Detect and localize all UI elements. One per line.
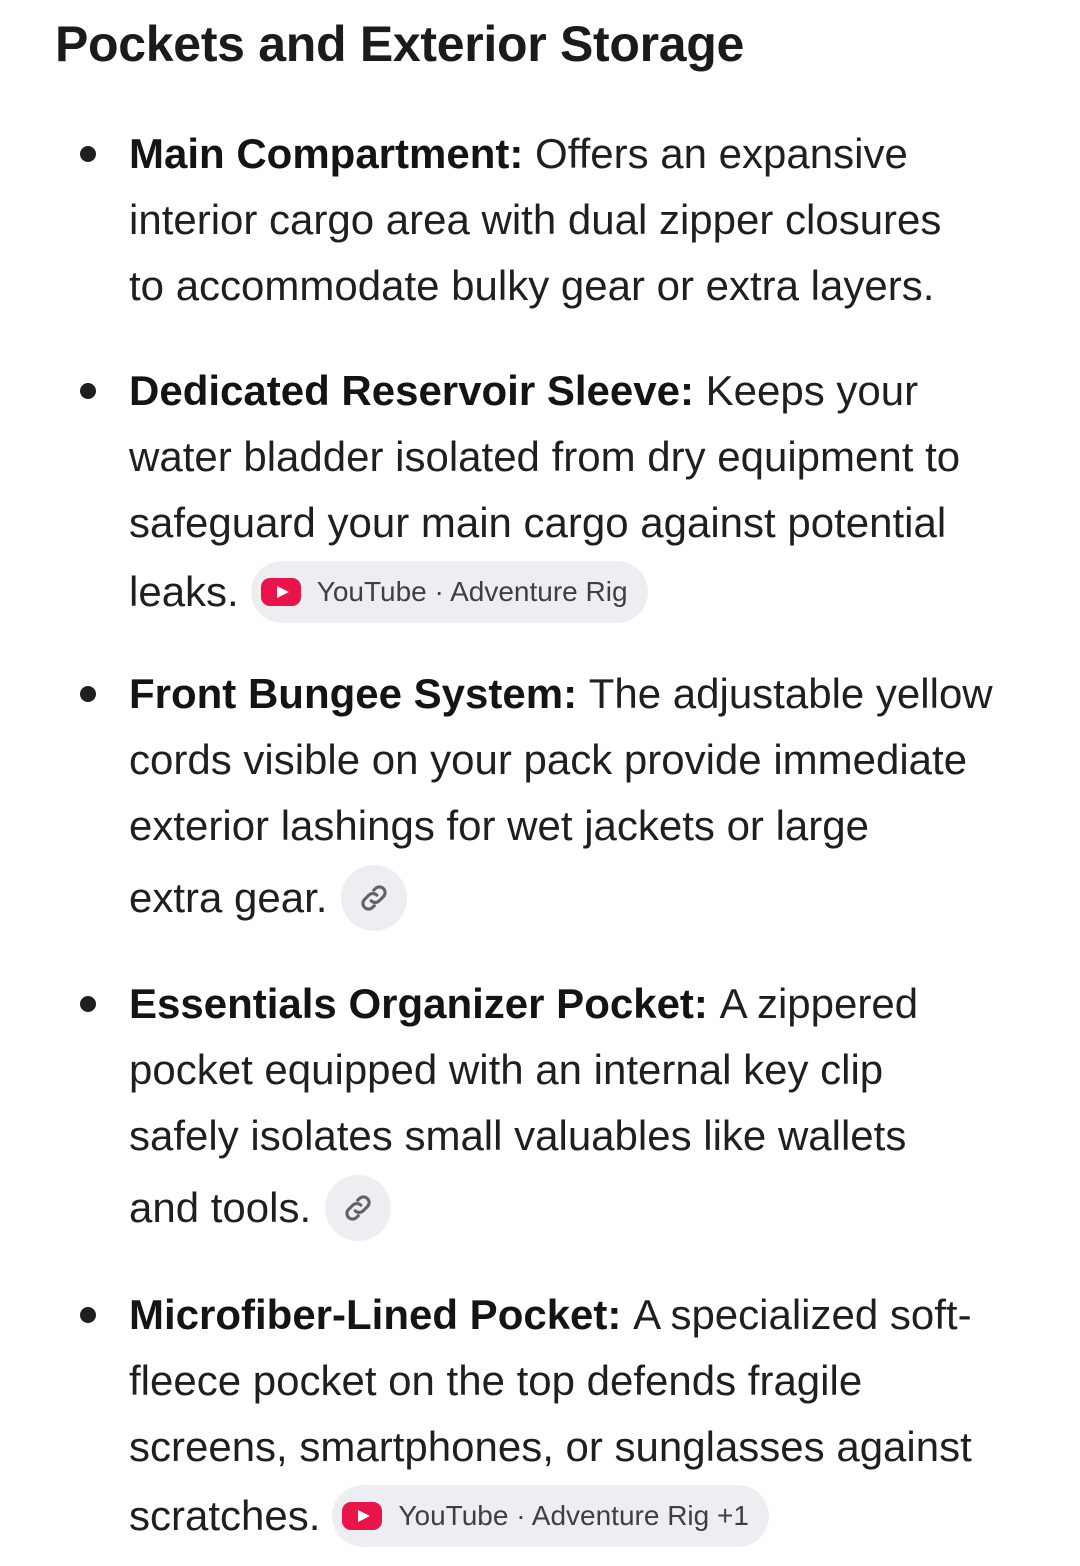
- item-text-line: fleece pocket on the top defends fragile: [129, 1357, 863, 1404]
- item-text-line: exterior lashings for wet jackets or large: [129, 802, 869, 849]
- item-text-line: [129, 1485, 769, 1547]
- item-text-line: to accommodate bulky gear or extra layers.: [129, 262, 935, 309]
- item-term: Front Bungee System:: [129, 670, 578, 717]
- youtube-icon: [342, 1502, 382, 1530]
- item-text-line: [129, 126, 908, 182]
- item-term: Main Compartment:: [129, 130, 524, 177]
- item-text: and tools.: [129, 1184, 312, 1231]
- item-text: The adjustable yellow: [588, 670, 993, 717]
- item-text: leaks.: [129, 568, 239, 615]
- item-text-line: safeguard your main cargo against potential: [129, 499, 947, 546]
- item-text: scratches.: [129, 1492, 321, 1539]
- item-term: Microfiber-Lined Pocket:: [129, 1291, 622, 1338]
- link-icon: [341, 1191, 375, 1225]
- item-text-line: safely isolates small valuables like wallets: [129, 1112, 907, 1159]
- source-link-button[interactable]: [325, 1175, 391, 1241]
- item-text-line: [129, 666, 993, 722]
- item-text: A specialized soft-: [633, 1291, 972, 1338]
- bullet: [80, 383, 96, 399]
- youtube-icon: [261, 578, 301, 606]
- source-chip-youtube[interactable]: [332, 1485, 769, 1547]
- item-term: Essentials Organizer Pocket:: [129, 980, 708, 1027]
- bullet: [80, 146, 96, 162]
- item-text-line: interior cargo area with dual zipper closures: [129, 196, 942, 243]
- bullet: [80, 1307, 96, 1323]
- source-chip-label: YouTube · Adventure Rig: [316, 576, 628, 607]
- section-title: Pockets and Exterior Storage: [55, 16, 745, 72]
- item-term: Dedicated Reservoir Sleeve:: [129, 367, 694, 414]
- item-text-line: [129, 976, 918, 1032]
- item-text-line: [129, 1287, 972, 1343]
- bullet: [80, 686, 96, 702]
- item-text: Offers an expansive: [535, 130, 908, 177]
- bullet: [80, 996, 96, 1012]
- item-text: Keeps your: [705, 367, 919, 414]
- item-text: extra gear.: [129, 874, 328, 921]
- item-text-line: [129, 1175, 391, 1241]
- item-text-line: [129, 865, 407, 931]
- item-text-line: [129, 561, 648, 623]
- item-text-line: [129, 363, 918, 419]
- source-chip-label: YouTube · Adventure Rig +1: [398, 1500, 749, 1531]
- item-text-line: water bladder isolated from dry equipment to: [129, 433, 961, 480]
- item-text: A zippered: [719, 980, 919, 1027]
- item-text-line: pocket equipped with an internal key clip: [129, 1046, 884, 1093]
- link-icon: [357, 881, 391, 915]
- source-chip-youtube[interactable]: [251, 561, 648, 623]
- item-text-line: screens, smartphones, or sunglasses against: [129, 1423, 972, 1470]
- source-link-button[interactable]: [341, 865, 407, 931]
- item-text-line: cords visible on your pack provide immediate: [129, 736, 968, 783]
